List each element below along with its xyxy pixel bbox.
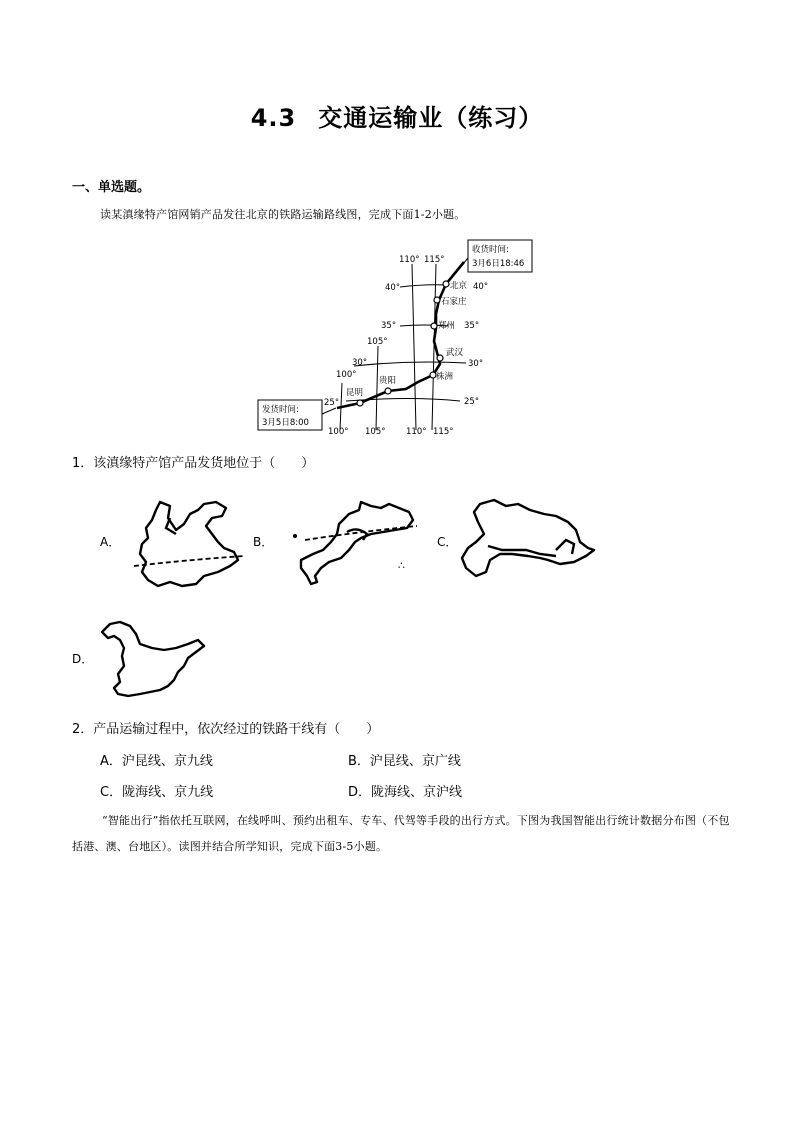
option-c-label: C． <box>437 535 458 549</box>
lat-label: 35° <box>464 321 480 331</box>
map-dots: ∴ <box>398 559 405 572</box>
city-label: 昆明 <box>346 388 364 398</box>
station-wuhan <box>437 355 443 361</box>
station-shijiazhuang <box>434 297 440 303</box>
railway-route-map <box>250 236 550 440</box>
lat-label: 35° <box>381 321 397 331</box>
lon-label: 105° <box>365 427 386 437</box>
city-label: 石家庄 <box>441 297 467 307</box>
parallel-40 <box>400 285 446 287</box>
lat-label: 30° <box>352 358 368 368</box>
intro-text: 读某滇缘特产馆网销产品发往北京的铁路运输路线图，完成下面1-2小题。 <box>100 208 466 221</box>
option-b-label: B． <box>253 535 274 549</box>
smart-travel-paragraph: “智能出行”指依托互联网，在线呼叫、预约出租车、专车、代驾等手段的出行方式。下图为我国智能出行统计数据分布图（不包括港、澳、台地区）。读图并结合所学知识，完成下面3-5小题。 <box>72 814 730 853</box>
q2-option-d: D．陇海线、京沪线 <box>348 785 463 800</box>
question-2: 2．产品运输过程中，依次经过的铁路干线有（ ） <box>72 722 380 737</box>
lat-label: 40° <box>385 283 401 293</box>
outline-map-option-c <box>456 494 602 584</box>
outline-map-option-b <box>287 496 433 592</box>
title-text: 交通运输业（练习） <box>318 104 544 132</box>
meridian-110 <box>412 264 416 430</box>
station-kunming <box>357 400 363 406</box>
option-d-label: D． <box>72 652 94 666</box>
receive-pointer <box>448 258 468 282</box>
outline-map-option-d <box>96 614 212 702</box>
parallel-30 <box>354 362 466 366</box>
lat-label: 25° <box>324 398 340 408</box>
q2-option-a: A．沪昆线、京九线 <box>100 754 213 769</box>
send-time: 3月5日8:00 <box>262 418 309 428</box>
receive-time: 3月6日18:46 <box>472 259 525 269</box>
send-pointer <box>322 408 336 414</box>
question-1: 1．该滇缘特产馆产品发货地位于（ ） <box>72 456 315 471</box>
receive-title: 收货时间: <box>472 245 509 255</box>
city-label: 北京 <box>450 281 468 291</box>
city-label: 贵阳 <box>379 376 397 386</box>
station-zhengzhou <box>431 323 437 329</box>
lat-label: 30° <box>468 359 484 369</box>
outline-map-option-a <box>126 496 252 592</box>
lon-label: 115° <box>424 255 445 265</box>
lon-label: 115° <box>433 427 454 437</box>
lat-label: 40° <box>473 282 489 292</box>
lon-label: 100° <box>328 427 349 437</box>
section-heading: 一、单选题。 <box>72 180 151 195</box>
q2-option-c: C．陇海线、京九线 <box>100 785 214 800</box>
lat-label: 25° <box>464 397 480 407</box>
station-guiyang <box>385 388 391 394</box>
option-a-label: A． <box>100 535 121 549</box>
city-label: 郑州 <box>438 321 456 331</box>
lon-label: 100° <box>336 370 357 380</box>
lon-label: 110° <box>399 255 420 265</box>
meridian-105 <box>376 346 378 430</box>
page-title <box>0 98 794 133</box>
city-label: 武汉 <box>446 348 464 358</box>
lon-label: 105° <box>367 337 388 347</box>
title-number: 4.3 <box>250 104 297 132</box>
lon-label: 110° <box>406 427 427 437</box>
send-title: 发货时间: <box>262 405 299 415</box>
city-label: 株洲 <box>436 372 454 382</box>
q2-option-b: B．沪昆线、京广线 <box>348 754 461 769</box>
